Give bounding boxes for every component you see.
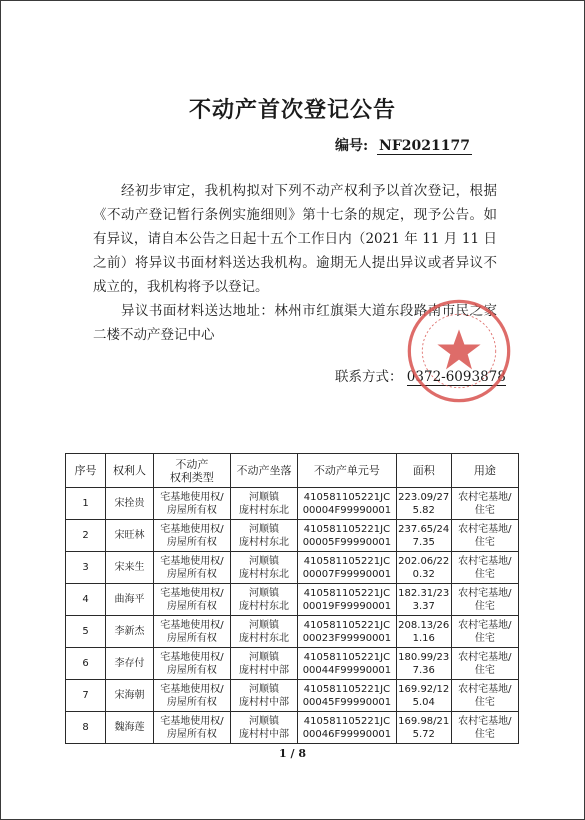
- cell-type: 宅基地使用权/ 房屋所有权: [153, 616, 230, 648]
- announcement-paragraph-1: 经初步审定，我机构拟对下列不动产权利予以首次登记，根据《不动产登记暂行条例实施细则》第十七条的规定，现予公告。如有异议，请自本公告之日起十五个工作日内（2021 年 11 月 11 日之前）将异议书面材料送达我机构。逾期无人提出异议或者异议不成立的，我机构将予以登记。: [93, 183, 497, 295]
- cell-owner: 宋旺林: [106, 520, 154, 552]
- cell-location: 河顺镇 庞村村东北: [230, 488, 297, 520]
- announcement-paragraph-2: 异议书面材料送达地址：林州市红旗渠大道东段路南市民之家二楼不动产登记中心: [93, 303, 497, 343]
- cell-use: 农村宅基地/ 住宅: [451, 648, 518, 680]
- cell-type: 宅基地使用权/ 房屋所有权: [153, 712, 230, 744]
- cell-type: 宅基地使用权/ 房屋所有权: [153, 488, 230, 520]
- cell-unit: 410581105221JC 00046F99990001: [298, 712, 397, 744]
- cell-unit: 410581105221JC 00044F99990001: [298, 648, 397, 680]
- cell-unit: 410581105221JC 00045F99990001: [298, 680, 397, 712]
- cell-type: 宅基地使用权/ 房屋所有权: [153, 520, 230, 552]
- registration-table: [65, 453, 519, 744]
- header-owner: 权利人: [106, 454, 154, 488]
- cell-location: 河顺镇 庞村村中部: [230, 680, 297, 712]
- table-row: [66, 712, 519, 744]
- header-location: 不动产坐落: [230, 454, 297, 488]
- document-number-label: 编号:: [335, 138, 369, 154]
- cell-type: 宅基地使用权/ 房屋所有权: [153, 648, 230, 680]
- cell-use: 农村宅基地/ 住宅: [451, 712, 518, 744]
- cell-type: 宅基地使用权/ 房屋所有权: [153, 552, 230, 584]
- cell-area: 202.06/22 0.32: [396, 552, 451, 584]
- cell-use: 农村宅基地/ 住宅: [451, 680, 518, 712]
- cell-use: 农村宅基地/ 住宅: [451, 488, 518, 520]
- table-row: [66, 680, 519, 712]
- cell-area: 169.98/21 5.72: [396, 712, 451, 744]
- cell-no: 6: [66, 648, 106, 680]
- cell-area: 169.92/12 5.04: [396, 680, 451, 712]
- cell-area: 208.13/26 1.16: [396, 616, 451, 648]
- cell-owner: 曲海平: [106, 584, 154, 616]
- cell-no: 2: [66, 520, 106, 552]
- header-area: 面积: [396, 454, 451, 488]
- table-row: [66, 552, 519, 584]
- cell-type: 宅基地使用权/ 房屋所有权: [153, 680, 230, 712]
- cell-owner: 宋来生: [106, 552, 154, 584]
- cell-no: 5: [66, 616, 106, 648]
- cell-use: 农村宅基地/ 住宅: [451, 616, 518, 648]
- cell-unit: 410581105221JC 00007F99990001: [298, 552, 397, 584]
- cell-location: 河顺镇 庞村村东北: [230, 552, 297, 584]
- cell-unit: 410581105221JC 00004F99990001: [298, 488, 397, 520]
- cell-unit: 410581105221JC 00019F99990001: [298, 584, 397, 616]
- header-use: 用途: [451, 454, 518, 488]
- cell-unit: 410581105221JC 00005F99990001: [298, 520, 397, 552]
- cell-location: 河顺镇 庞村村东北: [230, 616, 297, 648]
- table-row: [66, 616, 519, 648]
- cell-type: 宅基地使用权/ 房屋所有权: [153, 584, 230, 616]
- cell-no: 3: [66, 552, 106, 584]
- document-number: [335, 135, 472, 155]
- header-unit: 不动产单元号: [298, 454, 397, 488]
- cell-unit: 410581105221JC 00023F99990001: [298, 616, 397, 648]
- table-row: [66, 520, 519, 552]
- cell-location: 河顺镇 庞村村东北: [230, 520, 297, 552]
- document-title: 不动产首次登记公告: [188, 97, 396, 123]
- header-no: 序号: [66, 454, 106, 488]
- cell-area: 180.99/23 7.36: [396, 648, 451, 680]
- table-row: [66, 584, 519, 616]
- cell-location: 河顺镇 庞村村中部: [230, 648, 297, 680]
- cell-location: 河顺镇 庞村村中部: [230, 712, 297, 744]
- page-number: 1 / 8: [279, 747, 306, 760]
- cell-owner: 魏海莲: [106, 712, 154, 744]
- cell-owner: 李存付: [106, 648, 154, 680]
- cell-owner: 宋海朝: [106, 680, 154, 712]
- document-number-value: NF2021177: [379, 138, 470, 154]
- cell-use: 农村宅基地/ 住宅: [451, 552, 518, 584]
- cell-no: 7: [66, 680, 106, 712]
- cell-no: 8: [66, 712, 106, 744]
- cell-area: 182.31/23 3.37: [396, 584, 451, 616]
- cell-no: 1: [66, 488, 106, 520]
- contact-info: [335, 365, 506, 386]
- table-row: [66, 648, 519, 680]
- cell-use: 农村宅基地/ 住宅: [451, 520, 518, 552]
- cell-no: 4: [66, 584, 106, 616]
- header-type: 不动产 权利类型: [153, 454, 230, 488]
- cell-area: 223.09/27 5.82: [396, 488, 451, 520]
- table-header-row: [66, 454, 519, 488]
- announcement-body: [93, 179, 497, 347]
- contact-phone: 0372-6093878: [406, 369, 506, 385]
- cell-use: 农村宅基地/ 住宅: [451, 584, 518, 616]
- cell-owner: 李新杰: [106, 616, 154, 648]
- table-row: [66, 488, 519, 520]
- cell-area: 237.65/24 7.35: [396, 520, 451, 552]
- cell-owner: 宋拴贵: [106, 488, 154, 520]
- contact-label: 联系方式：: [335, 369, 403, 385]
- cell-location: 河顺镇 庞村村东北: [230, 584, 297, 616]
